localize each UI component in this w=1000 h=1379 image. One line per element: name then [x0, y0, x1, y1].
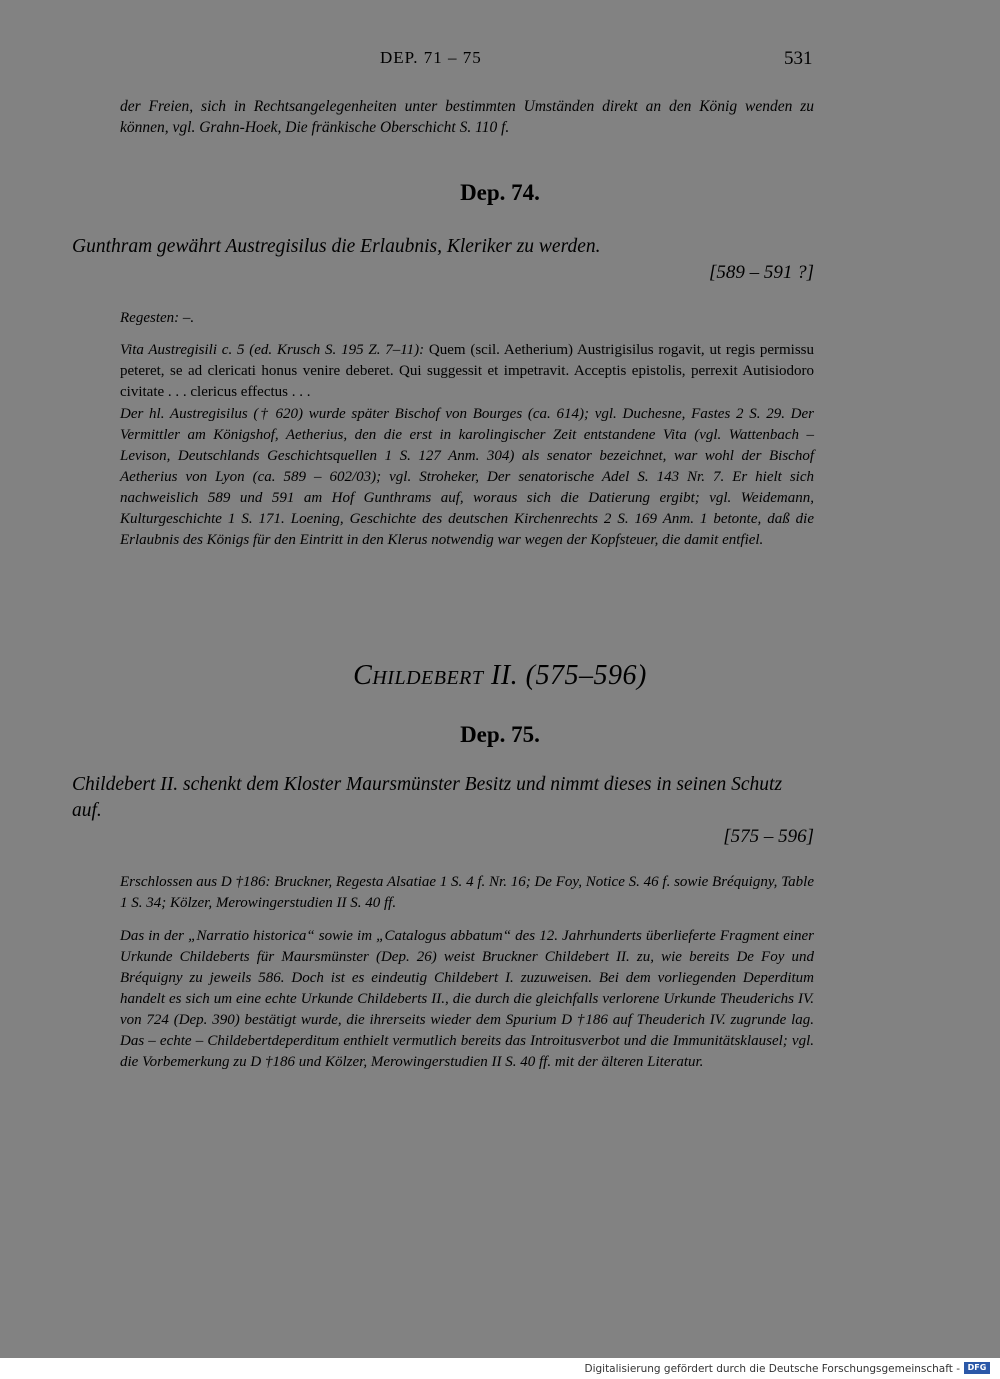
- dep74-source-quote: Quem (scil. Aetherium) Austrigisilus rogavit, ut regis permissu peteret, se ad clericati honus venire deberet. Qui suggessit et impetravit. Acceptis epistolis, perrexit Autisiodoro civitate . . . clericus effectus . . .: [120, 342, 814, 400]
- dep75-source: Erschlossen aus D †186: Bruckner, Regesta Alsatiae 1 S. 4 f. Nr. 16; De Foy, Notice S. 46 f. sowie Bréquigny, Table 1 S. 34; Kölzer, Merowingerstudien II S. 40 ff.: [120, 874, 814, 911]
- dep74-summary: Gunthram gewährt Austregisilus die Erlaubnis, Kleriker zu werden.: [72, 236, 601, 257]
- section-title-years: (575–596): [525, 660, 647, 691]
- dep74-source: [120, 340, 814, 403]
- section-title-name: Childebert II.: [353, 660, 519, 691]
- dep75-date: [575 – 596]: [723, 826, 814, 847]
- footer-bar: [0, 1358, 1000, 1379]
- dep74-regesten: Regesten: –.: [120, 310, 195, 326]
- continuation-paragraph: der Freien, sich in Rechtsangelegenheiten unter bestimmten Umständen direkt an den König wenden zu können, vgl. Grahn-Hoek, Die fränkische Oberschicht S. 110 f.: [120, 98, 814, 136]
- page-number: 531: [784, 48, 813, 69]
- running-header: DEP. 71 – 75: [380, 48, 482, 67]
- section-title: [0, 660, 1000, 692]
- dep74-date: [589 – 591 ?]: [708, 262, 814, 283]
- footer-credit: Digitalisierung gefördert durch die Deutsche Forschungsgemeinschaft -: [584, 1363, 960, 1375]
- dep75-summary: Childebert II. schenkt dem Kloster Maursmünster Besitz und nimmt dieses in seinen Schutz auf.: [72, 774, 783, 821]
- dep75-heading: Dep. 75.: [460, 722, 540, 747]
- dep75-commentary: Das in der „Narratio historica“ sowie im „Catalogus abbatum“ des 12. Jahrhunderts überlieferte Fragment einer Urkunde Childeberts für Maursmünster (Dep. 26) weist Bruckner Childebert II. zu, wie bereits De Foy und Bréquigny zu jeweils 586. Doch ist es eindeutig Childebert I. zuzuweisen. Bei dem vorliegenden Deperditum handelt es sich um eine echte Urkunde Childeberts II., die durch die gleichfalls verlorene Urkunde Theuderichs IV. von 724 (Dep. 390) bestätigt wurde, die ihrerseits wieder dem Spurium D †186 auf Theuderich IV. zugrunde lag. Das – echte – Childebertdeperditum enthielt vermutlich bereits das Introitusverbot und die Immunitätsklausel; vgl. die Vorbemerkung zu D †186 und Kölzer, Merowingerstudien II S. 40 ff. mit der älteren Literatur.: [120, 928, 814, 1070]
- dep74-source-ref: Vita Austregisili c. 5 (ed. Krusch S. 195 Z. 7–11):: [120, 342, 425, 358]
- dep74-heading: Dep. 74.: [460, 180, 540, 205]
- dfg-logo: DFG: [964, 1362, 990, 1374]
- dep74-commentary: Der hl. Austregisilus († 620) wurde später Bischof von Bourges (ca. 614); vgl. Duchesne, Fastes 2 S. 29. Der Vermittler am Königshof, Aetherius, den die erst in karolingischer Zeit entstandene Vita (vgl. Wattenbach – Levison, Deutschlands Geschichtsquellen 1 S. 127 Anm. 304) als senator bezeichnet, war wohl der Bischof Aetherius von Lyon (ca. 589 – 602/03); vgl. Stroheker, Der senatorische Adel S. 143 Nr. 7. Er hielt sich nachweislich 589 und 591 am Hof Gunthrams auf, woraus sich die Datierung ergibt; vgl. Weidemann, Kulturgeschichte 1 S. 171. Loening, Geschichte des deutschen Kirchenrechts 2 S. 169 Anm. 1 betonte, daß die Erlaubnis des Königs für den Eintritt in den Klerus notwendig war wegen der Kopfsteuer, die damit entfiel.: [120, 406, 814, 548]
